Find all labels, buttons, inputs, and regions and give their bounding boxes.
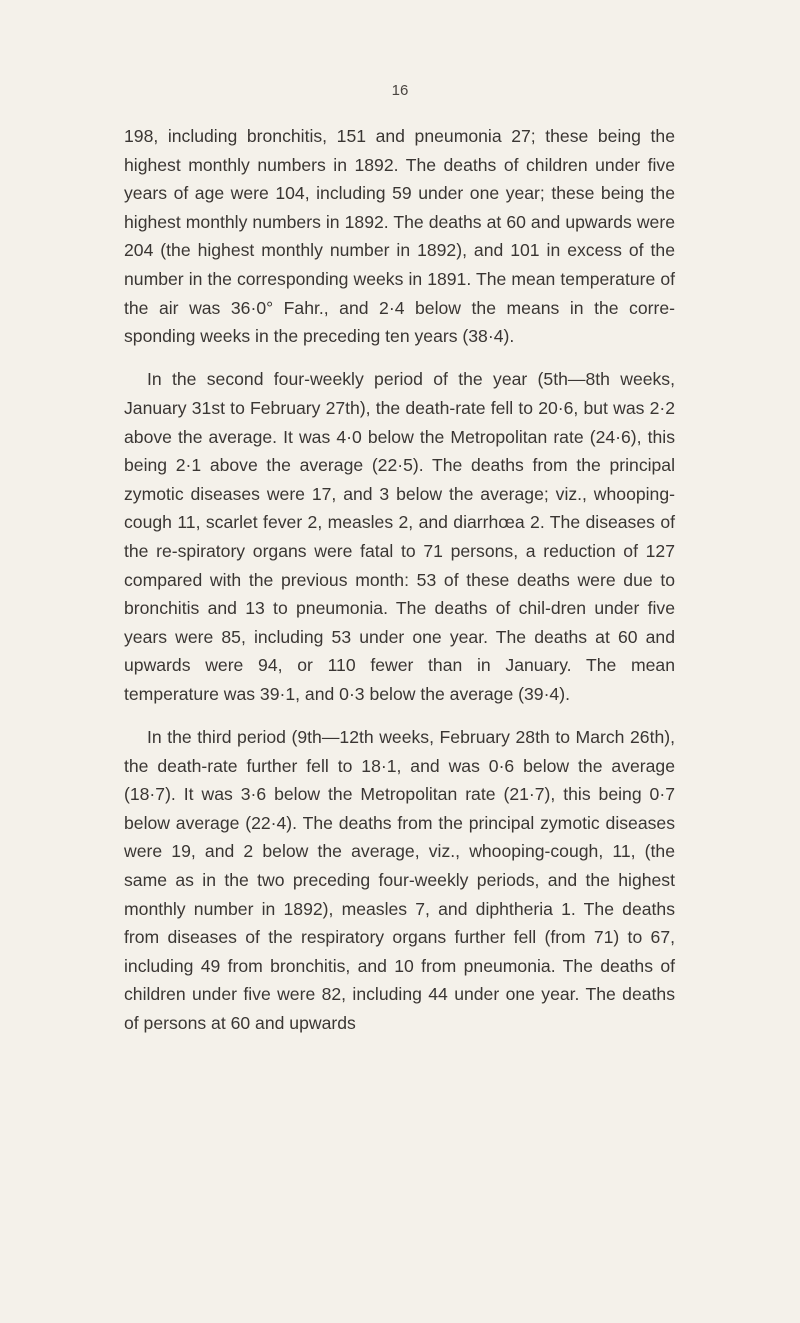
page-number: 16 xyxy=(391,82,409,99)
paragraph-second-period: In the second four-weekly period of the year (5th—8th weeks, January 31st to February 27th), the death-rate fell to 20·6, but was 2·2 above the average. It was 4·0 below the Metropolitan rate (24·6), this being 2·1 above the average (22·5). The deaths from the principal zymotic diseases were 17, and 3 below the average; viz., whooping-cough 11, scarlet fever 2, measles 2, and diarrhœa 2. The diseases of the re-spiratory organs were fatal to 71 persons, a reduction of 127 compared with the previous month: 53 of these deaths were due to bronchitis and 13 to pneumonia. The deaths of chil-dren under five years were 85, including 53 under one year. The deaths at 60 and upwards were 94, or 110 fewer than in January. The mean temperature was 39·1, and 0·3 below the average (39·4). xyxy=(124,369,675,704)
paragraph-january-continuation: 198, including bronchitis, 151 and pneumonia 27; these being the highest monthly numbers in 1892. The deaths of children under five years of age were 104, including 59 under one year; these being the highest monthly numbers in 1892. The deaths at 60 and upwards were 204 (the highest monthly number in 1892), and 101 in excess of the number in the corresponding weeks in 1891. The mean temperature of the air was 36·0° Fahr., and 2·4 below the means in the corre-sponding weeks in the preceding ten years (38·4). xyxy=(124,126,675,347)
body-text xyxy=(124,122,675,1038)
paragraph-third-period: In the third period (9th—12th weeks, February 28th to March 26th), the death-rate further fell to 18·1, and was 0·6 below the average (18·7). It was 3·6 below the Metropolitan rate (21·7), this being 0·7 below average (22·4). The deaths from the principal zymotic diseases were 19, and 2 below the average, viz., whooping-cough, 11, (the same as in the two preceding four-weekly periods, and the highest monthly number in 1892), measles 7, and diphtheria 1. The deaths from diseases of the respiratory organs further fell (from 71) to 67, including 49 from bronchitis, and 10 from pneumonia. The deaths of children under five were 82, including 44 under one year. The deaths of persons at 60 and upwards xyxy=(124,727,675,1033)
